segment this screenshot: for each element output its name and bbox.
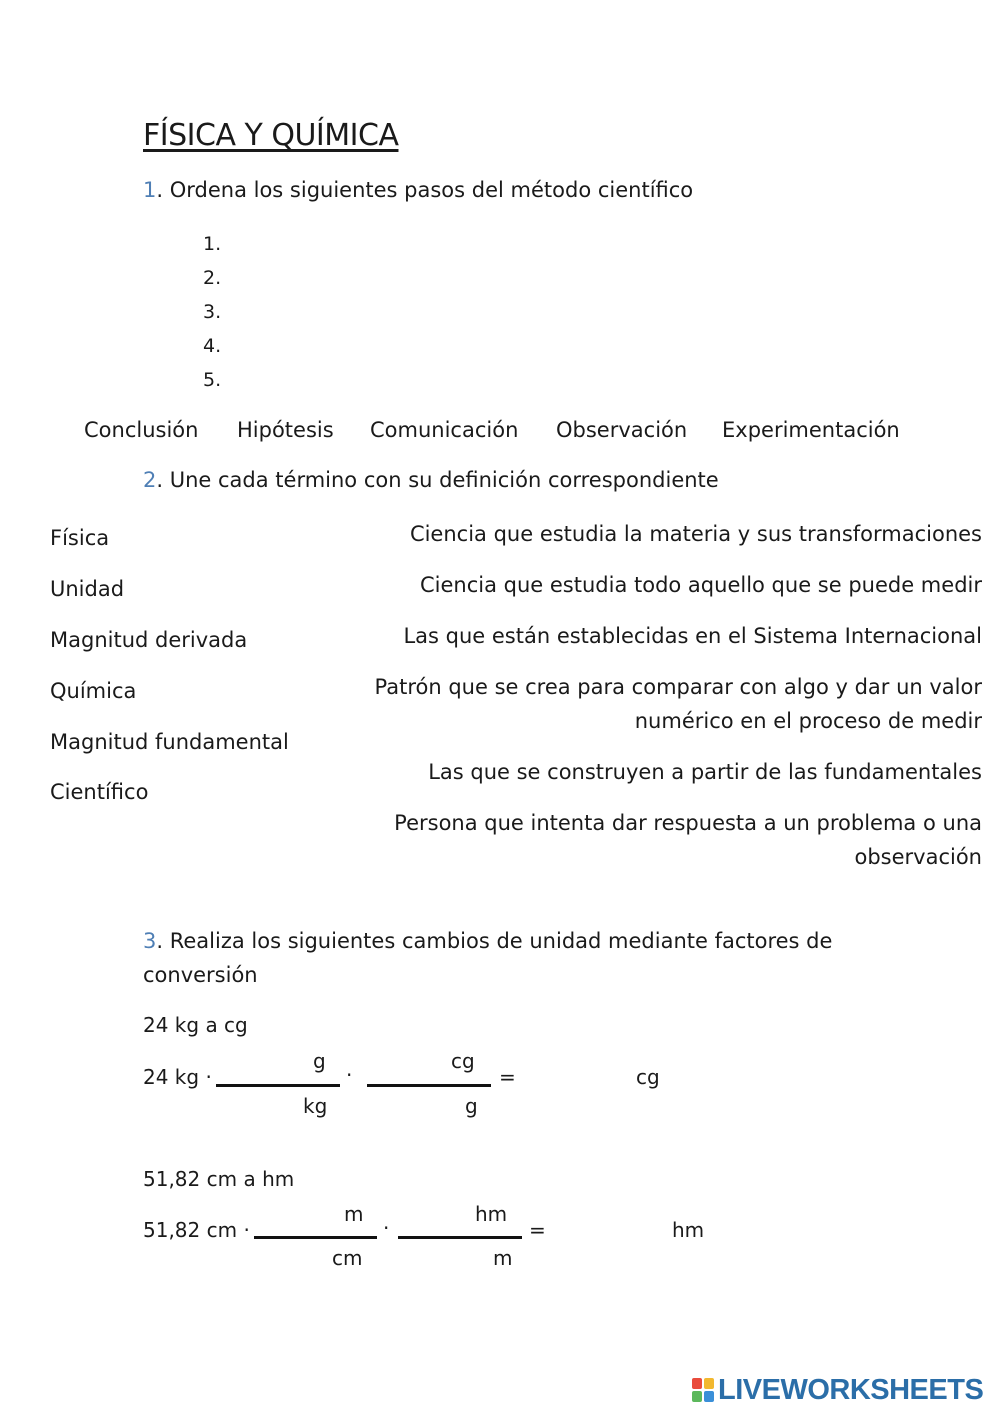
term-item[interactable]: Química	[50, 679, 137, 703]
term-item[interactable]: Magnitud derivada	[50, 628, 248, 652]
exercise-1-fraction-bar-2	[367, 1084, 491, 1087]
option-word[interactable]: Observación	[556, 418, 688, 442]
question-2-text: . Une cada término con su definición correspondiente	[156, 468, 719, 492]
term-item[interactable]: Física	[50, 526, 110, 550]
exercise-1-fraction-bar-1	[216, 1084, 340, 1087]
liveworksheets-logo-icon	[692, 1378, 714, 1402]
exercise-1-equals: =	[499, 1065, 516, 1089]
liveworksheets-brand-text: LIVEWORKSHEETS	[718, 1373, 984, 1406]
step-2: 2.	[203, 267, 222, 289]
question-3-number: 3	[143, 929, 157, 953]
exercise-1-factor-2-denominator: g	[465, 1094, 478, 1118]
exercise-1-start: 24 kg ·	[143, 1065, 212, 1089]
option-word[interactable]: Conclusión	[84, 418, 199, 442]
exercise-2-fraction-bar-2	[398, 1236, 522, 1239]
exercise-2-factor-2-denominator: m	[493, 1246, 513, 1270]
exercise-1-factor-1-numerator: g	[313, 1049, 326, 1073]
exercise-2-factor-1-numerator: m	[344, 1202, 364, 1226]
exercise-2-dot: ·	[383, 1216, 390, 1240]
option-word[interactable]: Hipótesis	[237, 418, 334, 442]
exercise-1-result-unit: cg	[636, 1065, 660, 1089]
question-1-number: 1	[143, 178, 157, 202]
step-1: 1.	[203, 233, 222, 255]
option-word[interactable]: Experimentación	[722, 418, 900, 442]
exercise-2-factor-2-numerator: hm	[475, 1202, 508, 1226]
option-word[interactable]: Comunicación	[370, 418, 519, 442]
question-3	[143, 924, 843, 992]
exercise-2-prompt: 51,82 cm a hm	[143, 1167, 295, 1191]
term-item[interactable]: Magnitud fundamental	[50, 730, 289, 754]
step-3: 3.	[203, 301, 222, 323]
exercise-1-factor-2-numerator: cg	[451, 1049, 475, 1073]
exercise-1-dot: ·	[346, 1063, 353, 1087]
page-title: FÍSICA Y QUÍMICA	[143, 118, 399, 153]
exercise-2-result-unit: hm	[672, 1218, 705, 1242]
exercise-2-fraction-bar-1	[254, 1236, 377, 1239]
exercise-2-factor-1-denominator: cm	[332, 1246, 363, 1270]
exercise-2-start: 51,82 cm ·	[143, 1218, 250, 1242]
definition-item[interactable]: Las que están establecidas en el Sistema Internacional	[403, 624, 982, 648]
definition-item[interactable]: Ciencia que estudia la materia y sus transformaciones	[409, 522, 982, 546]
question-2	[143, 468, 719, 492]
definition-item[interactable]: Ciencia que estudia todo aquello que se puede medir	[420, 573, 982, 597]
definition-item[interactable]: Las que se construyen a partir de las fundamentales	[428, 760, 982, 784]
exercise-1-prompt: 24 kg a cg	[143, 1013, 248, 1037]
question-1	[143, 178, 693, 202]
term-item[interactable]: Científico	[50, 780, 149, 804]
question-1-text: . Ordena los siguientes pasos del método científico	[156, 178, 694, 202]
liveworksheets-logo	[692, 1375, 983, 1405]
step-4: 4.	[203, 335, 222, 357]
definition-item[interactable]: Persona que intenta dar respuesta a un problema o una observación	[394, 811, 982, 869]
exercise-1-factor-1-denominator: kg	[303, 1094, 328, 1118]
term-item[interactable]: Unidad	[50, 577, 125, 601]
question-3-text: . Realiza los siguientes cambios de unidad mediante factores de conversión	[143, 929, 833, 987]
step-5: 5.	[203, 369, 222, 391]
question-2-number: 2	[143, 468, 157, 492]
exercise-2-equals: =	[529, 1218, 546, 1242]
definition-item[interactable]: Patrón que se crea para comparar con algo y dar un valor numérico en el proceso de medir	[374, 675, 982, 733]
